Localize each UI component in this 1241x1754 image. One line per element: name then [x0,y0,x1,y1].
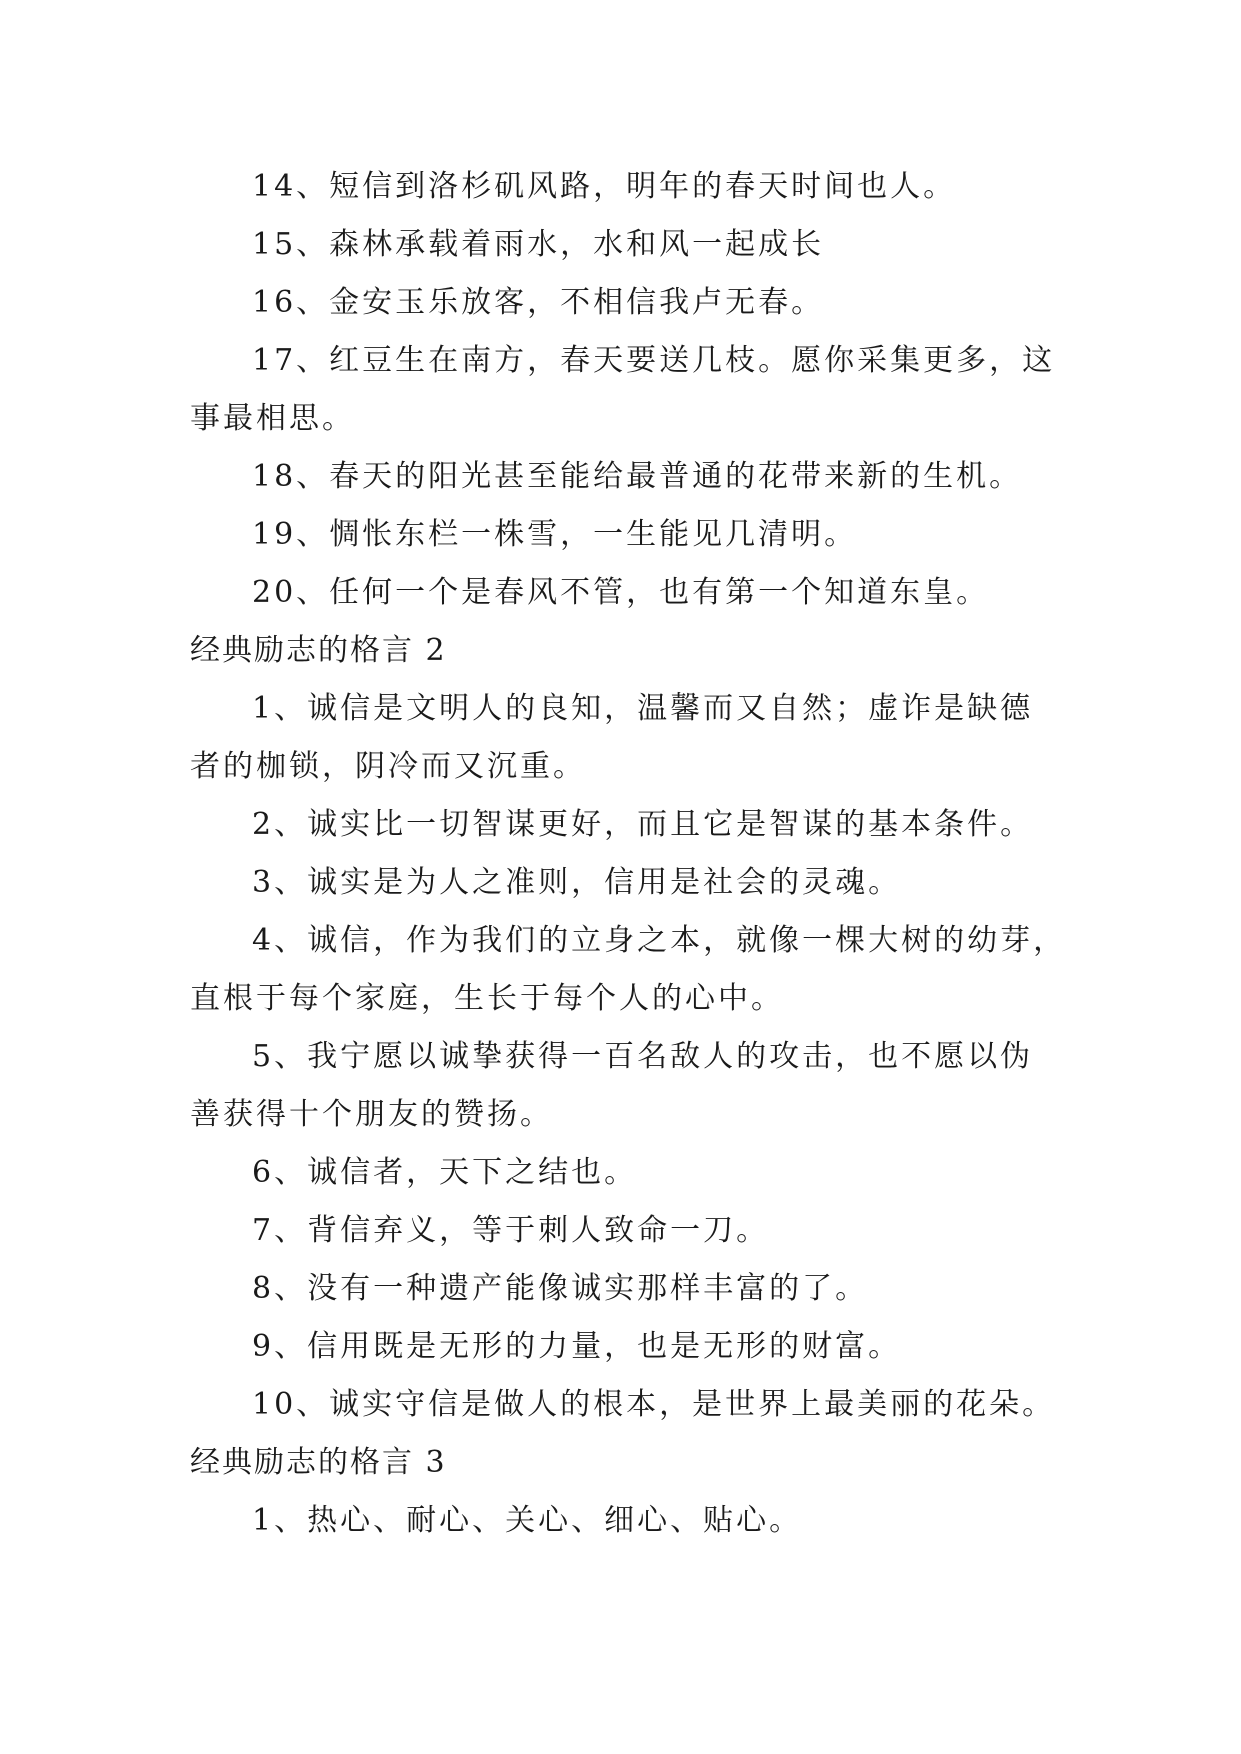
quote-line: 18、春天的阳光甚至能给最普通的花带来新的生机。 [252,459,1023,494]
quote-line: 4、诚信，作为我们的立身之本，就像一棵大树的幼芽， [252,923,1067,958]
quote-line-continuation: 善获得十个朋友的赞扬。 [190,1097,553,1132]
quote-line: 7、背信弃义，等于刺人致命一刀。 [252,1213,770,1248]
quote-line: 19、惆怅东栏一株雪，一生能见几清明。 [252,517,858,552]
document-body [190,158,1070,1550]
quote-line: 20、任何一个是春风不管，也有第一个知道东皇。 [252,575,990,610]
quote-line-continuation: 者的枷锁，阴冷而又沉重。 [190,749,586,784]
quote-line: 2、诚实比一切智谋更好，而且它是智谋的基本条件。 [252,807,1034,842]
section-heading: 经典励志的格言 2 [190,633,447,668]
quote-line: 1、热心、耐心、关心、细心、贴心。 [252,1503,803,1538]
quote-line: 3、诚实是为人之准则，信用是社会的灵魂。 [252,865,902,900]
quote-line: 15、森林承载着雨水，水和风一起成长 [252,227,825,262]
quote-line: 5、我宁愿以诚挚获得一百名敌人的攻击，也不愿以伪 [252,1039,1034,1074]
quote-line-continuation: 直根于每个家庭，生长于每个人的心中。 [190,981,784,1016]
quote-line: 6、诚信者，天下之结也。 [252,1155,638,1190]
quote-line: 10、诚实守信是做人的根本，是世界上最美丽的花朵。 [252,1387,1056,1422]
quote-line: 14、短信到洛杉矶风路，明年的春天时间也人。 [252,169,957,204]
quote-line-continuation: 事最相思。 [190,401,355,436]
quote-line: 17、红豆生在南方，春天要送几枝。愿你采集更多，这 [252,343,1056,378]
quote-line: 1、诚信是文明人的良知，温馨而又自然；虚诈是缺德 [252,691,1034,726]
quote-line: 9、信用既是无形的力量，也是无形的财富。 [252,1329,902,1364]
section-heading: 经典励志的格言 3 [190,1445,447,1480]
quote-line: 8、没有一种遗产能像诚实那样丰富的了。 [252,1271,869,1306]
quote-line: 16、金安玉乐放客，不相信我卢无春。 [252,285,825,320]
